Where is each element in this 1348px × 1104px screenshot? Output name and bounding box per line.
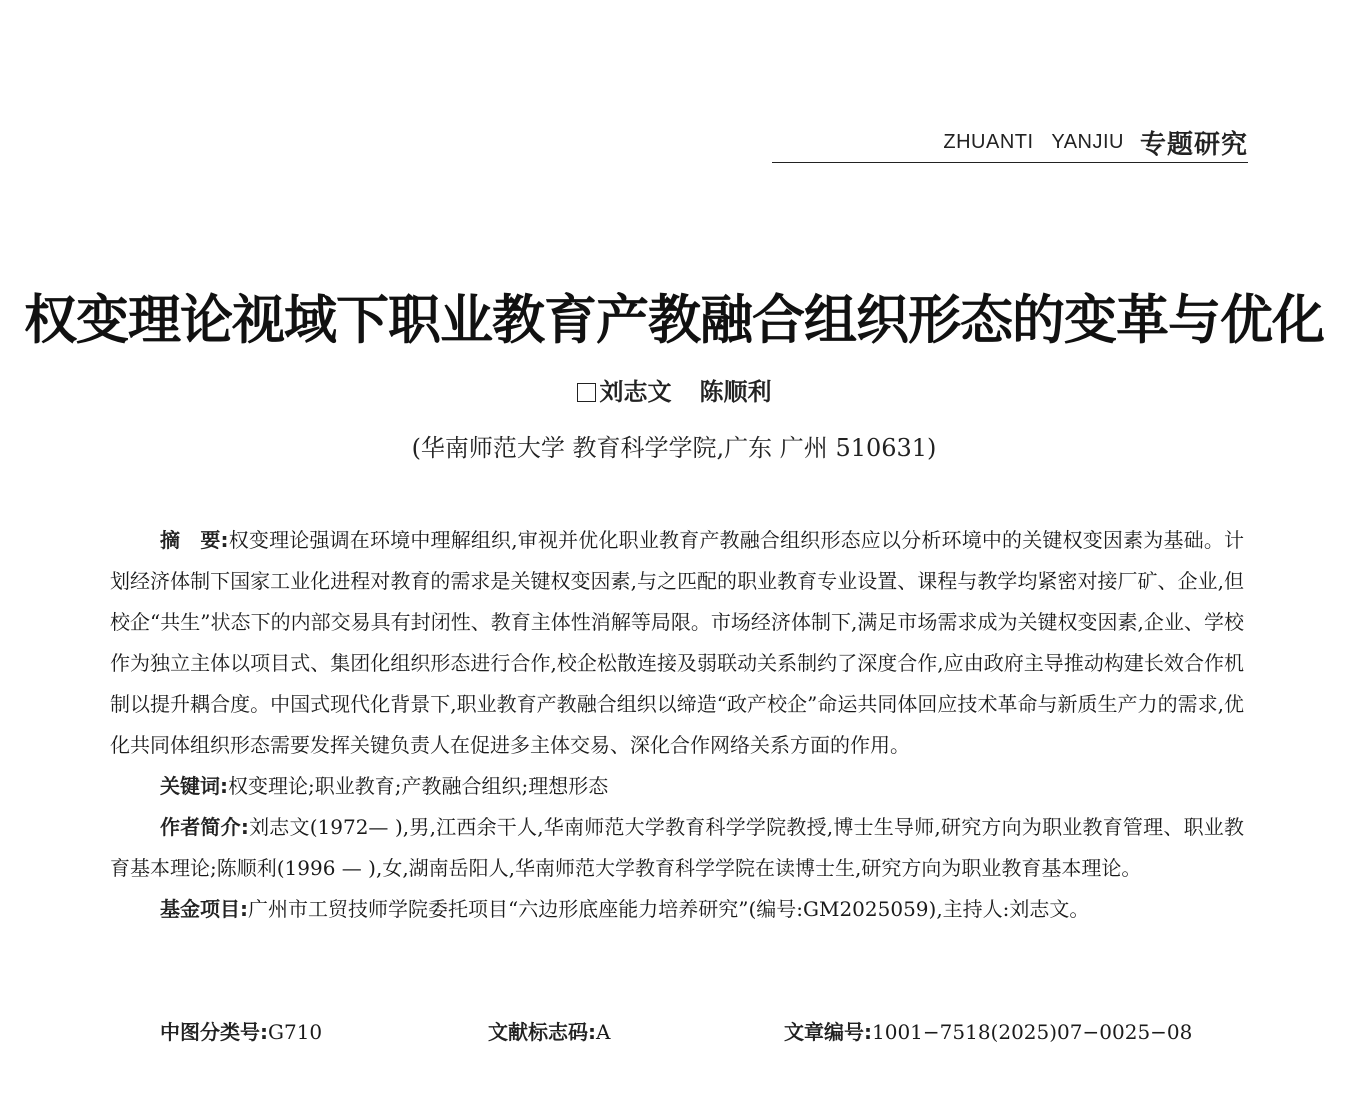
author-bio-label: 作者简介: [160,815,249,839]
fund-paragraph [110,889,1244,930]
author-marker-box-icon [577,383,596,402]
author-name-2: 陈顺利 [699,378,772,406]
keywords-paragraph [110,766,1244,807]
abstract-paragraph [110,520,1244,766]
keywords-text: 权变理论;职业教育;产教融合组织;理想形态 [228,774,609,798]
fund-text: 广州市工贸技师学院委托项目“六边形底座能力培养研究”(编号:GM2025059),主持人:刘志文。 [248,897,1090,921]
article-number-value: 1001−7518(2025)07−0025−08 [872,1020,1193,1044]
article-title: 权变理论视域下职业教育产教融合组织形态的变革与优化 [24,289,1324,351]
document-code-label: 文献标志码: [488,1020,596,1044]
document-code [488,1012,610,1052]
document-code-value: A [596,1020,611,1044]
keywords-label: 关键词: [160,774,228,798]
classification-value: G710 [268,1020,323,1044]
running-header-section: 专题研究 [1139,129,1248,160]
classification-label: 中图分类号: [160,1020,268,1044]
article-number-label: 文章编号: [784,1020,872,1044]
affiliation: (华南师范大学 教育科学学院,广东 广州 510631) [411,434,937,462]
bibliographic-codes [160,1012,1260,1052]
fund-label: 基金项目: [160,897,248,921]
front-matter [110,520,1244,930]
author-bio-paragraph [110,807,1244,889]
article-number [784,1012,1192,1052]
abstract-text: 权变理论强调在环境中理解组织,审视并优化职业教育产教融合组织形态应以分析环境中的关键权变因素为基础。计划经济体制下国家工业化进程对教育的需求是关键权变因素,与之匹配的职业教育专业设置、课程与教学均紧密对接厂矿、企业,但校企“共生”状态下的内部交易具有封闭性、教育主体性消解等局限。市场经济体制下,满足市场需求成为关键权变因素,企业、学校作为独立主体以项目式、集团化组织形态进行合作,校企松散连接及弱联动关系制约了深度合作,应由政府主导推动构建长效合作机制以提升耦合度。中国式现代化背景下,职业教育产教融合组织以缔造“政产校企”命运共同体回应技术革命与新质生产力的需求,优化共同体组织形态需要发挥关键负责人在促进多主体交易、深化合作网络关系方面的作用。 [110,528,1245,757]
abstract-label: 摘 要: [160,528,229,552]
author-name-1: 刘志文 [599,378,672,406]
running-header [772,122,1248,163]
running-header-latin: ZHUANTI YANJIU [943,130,1124,153]
author-bio-text: 刘志文(1972— ),男,江西余干人,华南师范大学教育科学学院教授,博士生导师,研究方向为职业教育管理、职业教育基本理论;陈顺利(1996 — ),女,湖南岳阳人,华南师范大学教育科学学院在读博士生,研究方向为职业教育基本理论。 [110,815,1244,880]
author-line [0,372,1348,407]
classification-number [160,1012,322,1052]
